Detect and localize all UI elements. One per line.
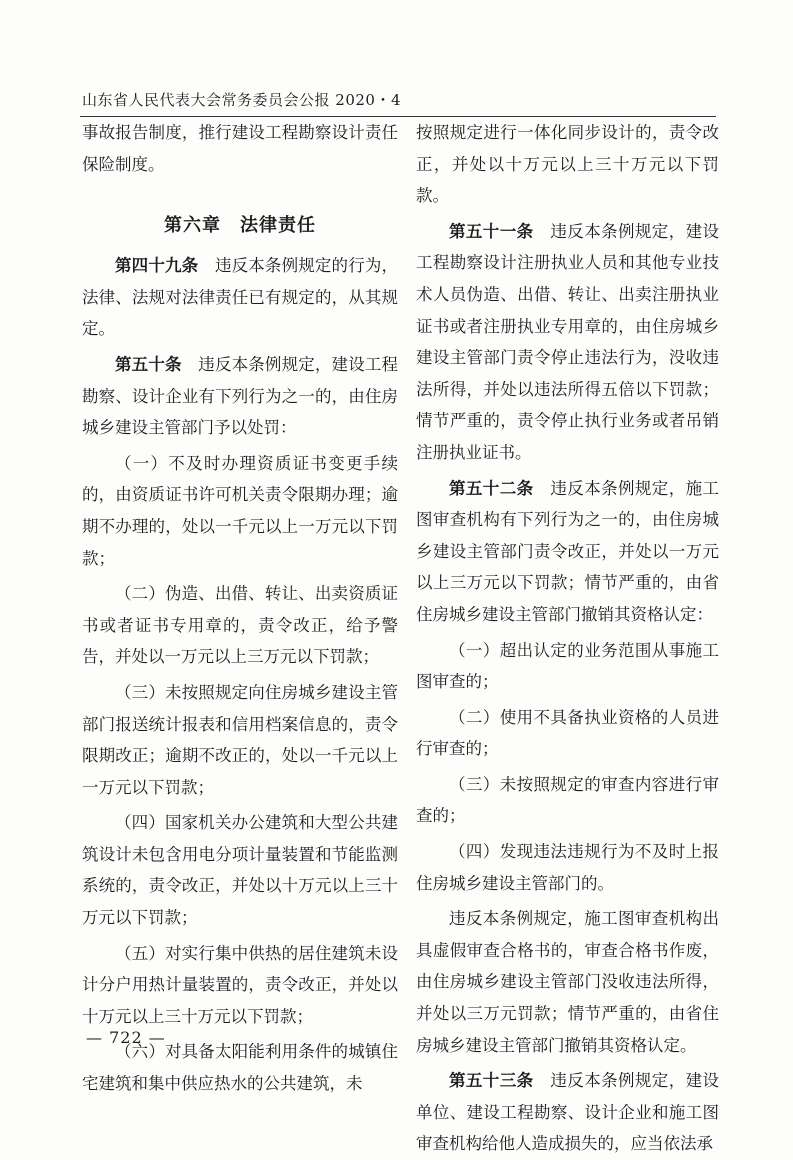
left-column xyxy=(82,117,398,1100)
list-item: （四）发现违法违规行为不及时上报住房城乡建设主管部门的。 xyxy=(416,842,719,893)
article-53-title: 第五十三条 xyxy=(449,1071,534,1091)
gazette-header: 山东省人民代表大会常务委员会公报 2020・4 xyxy=(82,91,401,109)
right-column xyxy=(416,117,719,1160)
article-53 xyxy=(416,1065,719,1160)
paragraph-continuation: 事故报告制度，推行建设工程勘察设计责任保险制度。 xyxy=(82,123,398,174)
article-52-body: 违反本条例规定，施工图审查机构有下列行为之一的，由住房城乡建设主管部门责令改正，并处以一万元以上三万元以下罚款；情节严重的，由省住房城乡建设主管部门撤销其资格认定： xyxy=(416,478,720,624)
chapter-heading: 第六章 法律责任 xyxy=(164,215,316,237)
list-item: （六）对具备太阳能利用条件的城镇住宅建筑和集中供应热水的公共建筑，未 xyxy=(82,1042,398,1094)
list-item: （一）超出认定的业务范围从事施工图审查的； xyxy=(416,640,719,692)
article-51-body: 违反本条例规定，建设工程勘察设计注册执业人员和其他专业技术人员伪造、出借、转让、出卖注册执业证书或者注册执业专用章的，由住房城乡建设主管部门责令停止违法行为，没收违法所得，并处以违法所得五倍以下罚款；情节严重的，责令停止执行业务或者吊销注册执业证书。 xyxy=(416,221,720,462)
article-52 xyxy=(416,473,719,631)
paragraph-false-certificate: 违反本条例规定，施工图审查机构出具虚假审查合格书的，审查合格书作废，由住房城乡建设主管部门没收违法所得，并处以三万元罚款；情节严重的，由省住房城乡建设主管部门撤销其资格认定。 xyxy=(416,909,719,1055)
article-50-title: 第五十条 xyxy=(115,354,182,374)
list-item: （三）未按照规定的审查内容进行审查的； xyxy=(416,774,719,826)
list-item: （五）对实行集中供热的居住建筑未设计分户用热计量装置的，责令改正，并处以十万元以上三十万元以下罚款； xyxy=(82,943,398,1026)
article-49-title: 第四十九条 xyxy=(115,256,199,276)
paragraph-continuation: 按照规定进行一体化同步设计的，责令改正，并处以十万元以上三十万元以下罚款。 xyxy=(416,123,719,206)
article-51-title: 第五十一条 xyxy=(449,221,534,241)
list-item: （三）未按照规定向住房城乡建设主管部门报送统计报表和信用档案信息的，责令限期改正；逾期不改正的，处以一千元以上一万元以下罚款； xyxy=(82,682,398,797)
list-item: （二）使用不具备执业资格的人员进行审查的； xyxy=(416,707,719,759)
list-item: （一）不及时办理资质证书变更手续的，由资质证书许可机关责令限期办理；逾期不办理的，处以一千元以上一万元以下罚款； xyxy=(82,453,398,568)
article-49 xyxy=(82,250,398,345)
list-item: （四）国家机关办公建筑和大型公共建筑设计未包含用电分项计量装置和节能监测系统的，责令改正，并处以十万元以上三十万元以下罚款； xyxy=(82,813,398,928)
article-49-body: 违反本条例规定的行为，法律、法规对法律责任已有规定的，从其规定。 xyxy=(82,256,398,339)
article-50-body: 违反本条例规定，建设工程勘察、设计企业有下列行为之一的，由住房城乡建设主管部门予以处罚： xyxy=(82,354,398,438)
page-number: — 722 — xyxy=(86,1028,166,1047)
article-52-title: 第五十二条 xyxy=(449,478,534,498)
article-50 xyxy=(82,349,398,444)
article-51 xyxy=(416,216,719,469)
article-53-body: 违反本条例规定，建设单位、建设工程勘察、设计企业和施工图审查机构给他人造成损失的，应当依法承 xyxy=(416,1071,720,1154)
list-item: （二）伪造、出借、转让、出卖资质证书或者证书专用章的，责令改正，给予警告，并处以一万元以上三万元以下罚款； xyxy=(82,584,398,667)
